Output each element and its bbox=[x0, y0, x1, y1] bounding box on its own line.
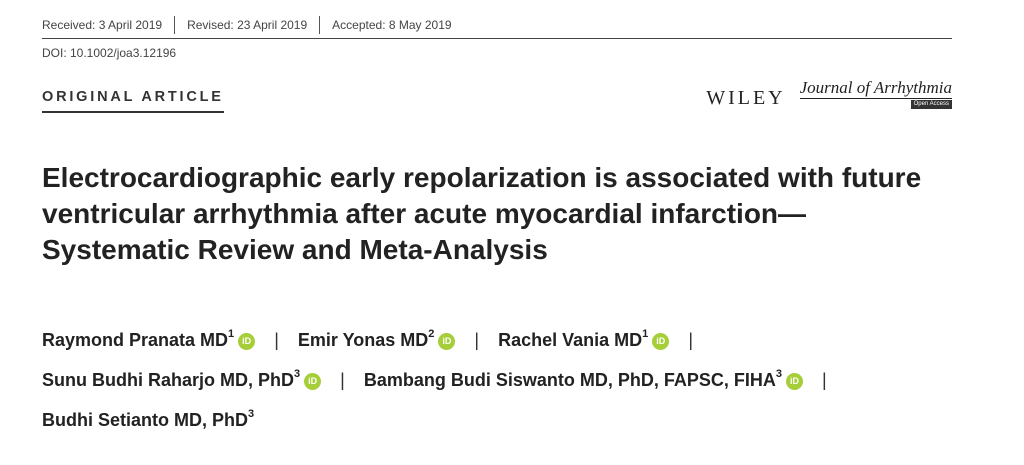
author-separator: | bbox=[688, 330, 693, 350]
article-type-label: ORIGINAL ARTICLE bbox=[42, 89, 224, 113]
wiley-logo[interactable]: WILEY bbox=[706, 87, 786, 109]
article-title: Electrocardiographic early repolarization is associated with future ventricular arrhythmia after acute myocardial infarction—Systematic Review and Meta-Analysis bbox=[42, 162, 922, 265]
author-name[interactable]: Emir Yonas MD bbox=[297, 330, 429, 350]
orcid-icon[interactable]: iD bbox=[652, 333, 669, 350]
author-name[interactable]: Budhi Setianto MD, PhD bbox=[42, 410, 248, 430]
author-affiliation: 3 bbox=[294, 368, 301, 380]
author-line bbox=[42, 318, 972, 358]
author-separator: | bbox=[340, 370, 345, 390]
author-item bbox=[298, 330, 456, 350]
author-list bbox=[42, 318, 972, 438]
author-item bbox=[498, 330, 669, 350]
doi-link[interactable]: DOI: 10.1002/joa3.12196 bbox=[42, 46, 177, 60]
date-divider bbox=[319, 16, 320, 34]
open-access-badge: Open Access bbox=[911, 100, 952, 109]
author-affiliation: 3 bbox=[248, 408, 255, 420]
author-affiliation: 1 bbox=[228, 328, 235, 340]
author-separator: | bbox=[474, 330, 480, 350]
author-separator: | bbox=[274, 330, 279, 350]
accepted-date: Accepted: 8 May 2019 bbox=[332, 18, 452, 32]
article-dates-bar bbox=[42, 12, 952, 39]
orcid-icon[interactable]: iD bbox=[786, 373, 803, 390]
author-line bbox=[42, 358, 972, 398]
author-item bbox=[42, 330, 255, 350]
author-item bbox=[42, 370, 321, 390]
publisher-branding bbox=[706, 78, 952, 109]
author-separator: | bbox=[822, 370, 827, 390]
author-name[interactable]: Raymond Pranata MD bbox=[42, 330, 229, 350]
author-affiliation: 3 bbox=[775, 368, 782, 380]
author-item bbox=[42, 410, 254, 430]
received-date: Received: 3 April 2019 bbox=[42, 18, 163, 32]
orcid-icon[interactable]: iD bbox=[304, 373, 321, 390]
revised-date: Revised: 23 April 2019 bbox=[187, 18, 308, 32]
date-divider bbox=[174, 16, 175, 34]
orcid-icon[interactable]: iD bbox=[438, 333, 455, 350]
orcid-icon[interactable]: iD bbox=[238, 333, 255, 350]
author-name[interactable]: Bambang Budi Siswanto MD, PhD, FAPSC, FIHA bbox=[363, 370, 776, 390]
author-name[interactable]: Sunu Budhi Raharjo MD, PhD bbox=[42, 370, 294, 390]
author-item bbox=[364, 370, 803, 390]
author-affiliation: 2 bbox=[428, 328, 435, 340]
author-name[interactable]: Rachel Vania MD bbox=[498, 330, 643, 350]
journal-name: Journal of Arrhythmia bbox=[799, 78, 952, 97]
author-affiliation: 1 bbox=[642, 328, 649, 340]
journal-logo[interactable] bbox=[800, 78, 952, 109]
author-line bbox=[42, 398, 972, 438]
